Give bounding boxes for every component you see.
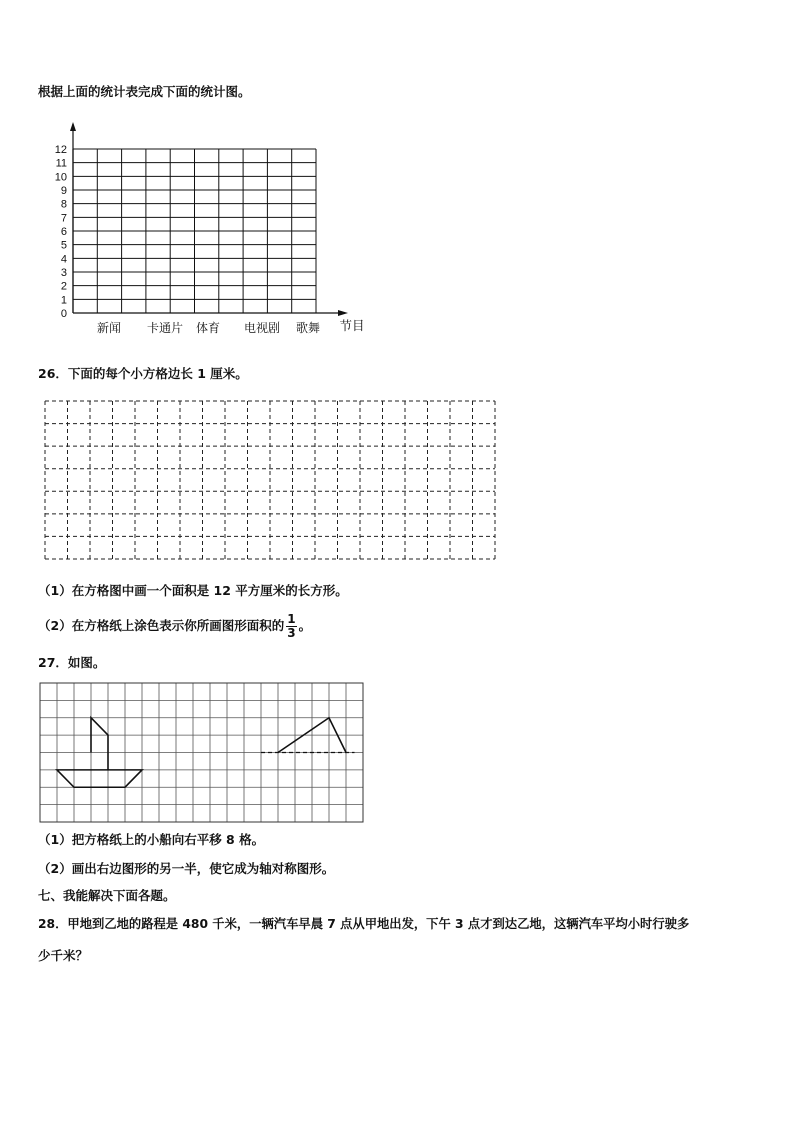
y-tick-label: 8	[60, 198, 67, 211]
y-tick-label: 4	[60, 253, 67, 266]
fraction-denominator: 3	[287, 626, 296, 640]
category-label: 歌舞	[295, 321, 321, 335]
x-axis-title: 节目	[339, 318, 365, 333]
boat-sail	[91, 718, 108, 770]
category-label: 电视剧	[243, 321, 281, 335]
q28-line2: 少千米？	[38, 948, 89, 963]
boat-hull	[57, 770, 142, 787]
q26-sub1: （1）在方格图中画一个面积是 12 平方厘米的长方形。	[38, 583, 348, 598]
q26-title: 26．下面的每个小方格边长 1 厘米。	[38, 366, 248, 381]
category-label: 卡通片	[146, 321, 184, 335]
y-tick-label: 6	[60, 226, 67, 238]
y-tick-label: 0	[60, 308, 67, 320]
y-tick-label: 5	[60, 239, 67, 252]
y-tick-label: 1	[60, 294, 67, 307]
q27-sub1: （1）把方格纸上的小船向右平移 8 格。	[38, 832, 265, 847]
category-label: 新闻	[96, 321, 122, 335]
y-tick-label: 11	[55, 157, 67, 170]
y-tick-label: 9	[60, 185, 67, 197]
q27-sub2: （2）画出右边图形的另一半，使它成为轴对称图形。	[38, 861, 335, 876]
y-tick-label: 2	[60, 280, 67, 293]
y-tick-label: 3	[60, 267, 67, 279]
q28-line1: 28．甲地到乙地的路程是 480 千米，一辆汽车早晨 7 点从甲地出发，下午 3 点才到达乙地，这辆汽车平均小时行驶多	[38, 917, 690, 931]
y-tick-label: 7	[60, 212, 67, 225]
q27-title: 27．如图。	[38, 655, 106, 670]
category-label: 体育	[195, 321, 221, 335]
y-tick-label: 12	[54, 144, 67, 156]
y-tick-label: 10	[54, 171, 67, 184]
chart-instruction: 根据上面的统计表完成下面的统计图。	[38, 84, 251, 99]
q26-sub2-text: （2）在方格纸上涂色表示你所画图形面积的	[38, 618, 285, 633]
fraction-numerator: 1	[287, 612, 296, 626]
q26-sub2-end: 。	[298, 618, 312, 633]
section-7-heading: 七、我能解决下面各题。	[38, 888, 176, 903]
